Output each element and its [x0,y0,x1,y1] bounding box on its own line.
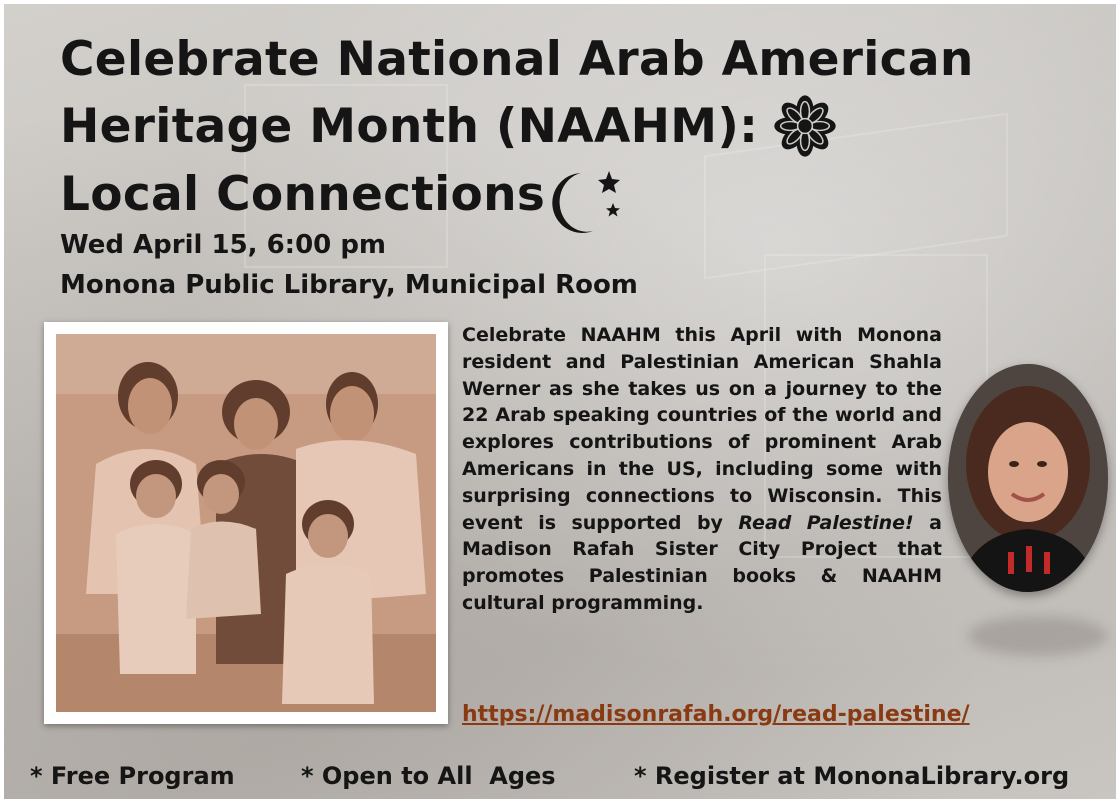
event-details [60,225,638,305]
read-palestine-emphasis: Read Palestine! [738,511,914,534]
page-title [60,26,1100,231]
family-photo [56,334,436,712]
event-description [462,322,942,617]
portrait-shadow [968,616,1108,656]
flyer [4,4,1116,799]
speaker-portrait-illustration [948,364,1108,592]
event-datetime: Wed April 15, 6:00 pm [60,230,387,260]
speaker-portrait [948,364,1108,592]
title-line-2 [60,93,1100,161]
title-line-3 [60,161,1100,232]
event-location: Monona Public Library, Municipal Room [60,270,638,300]
title-line-2-text: Heritage Month (NAAHM): [60,99,759,154]
description-part-2: a Madison Rafah Sister City Project that promotes Palestinian books & NAAHM cultural programming. [462,511,942,614]
rosette-icon [768,95,842,157]
footer-free-program: * Free Program [30,762,235,790]
footer-open-to-all-ages: * Open to All Ages [301,762,556,790]
footer-register: * Register at MononaLibrary.org [634,762,1070,790]
title-line-3-text: Local Connections [60,166,546,222]
title-line-1: Celebrate National Arab American [60,32,974,87]
family-photo-illustration [56,334,436,712]
family-photo-frame [44,322,448,724]
description-part-1: Celebrate NAAHM this April with Monona resident and Palestinian American Shahla Werner as she takes us on a journey to the 22 Arab speaking countries of the world and explores contributions of prominent Arab Americans in the US, including some with surprising connections to Wisconsin. This event is supported by [462,324,942,534]
read-palestine-link[interactable]: https://madisonrafah.org/read-palestine/ [462,702,970,727]
